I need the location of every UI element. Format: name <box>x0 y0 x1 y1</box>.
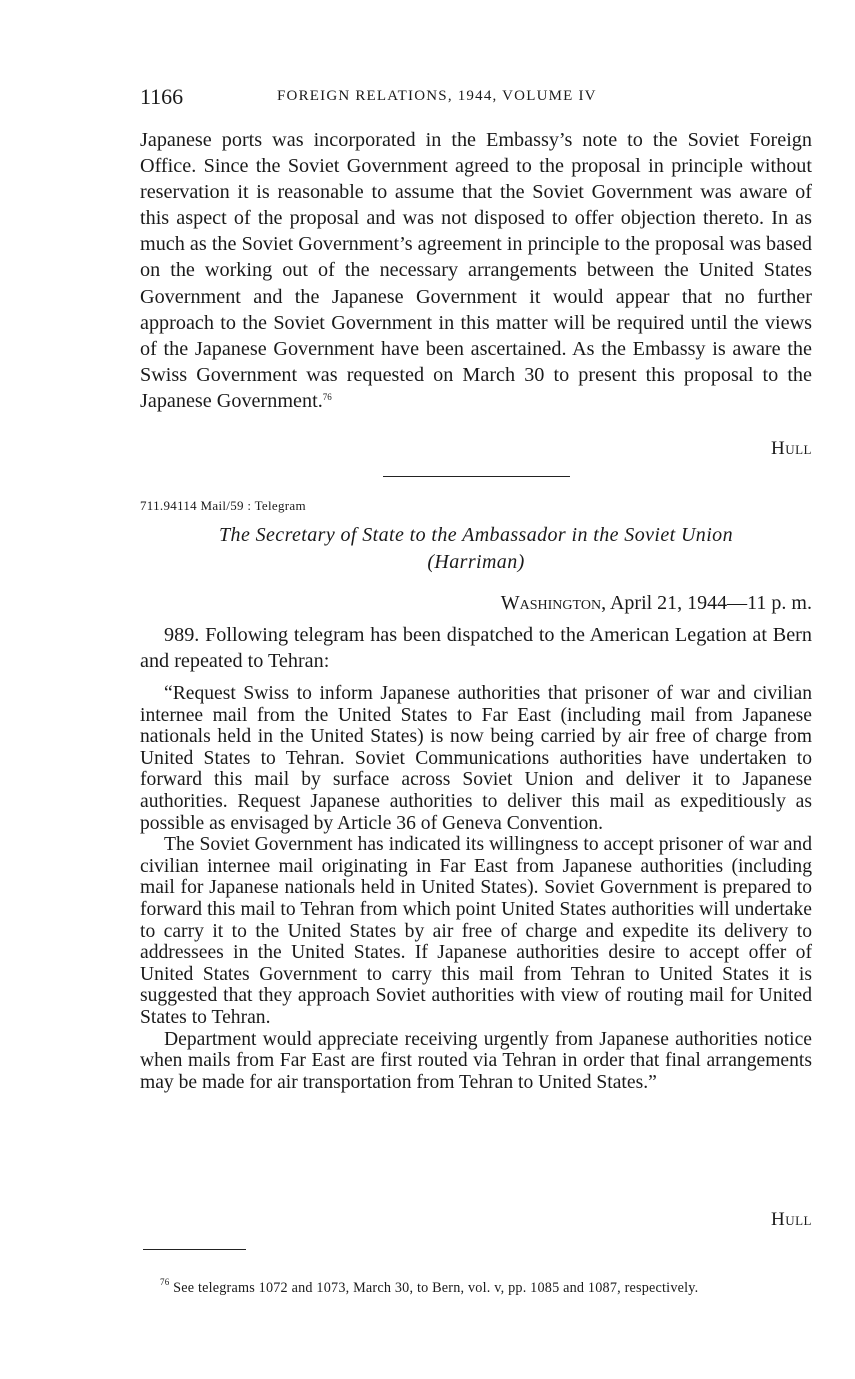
running-head <box>140 84 812 110</box>
quoted-telegram <box>140 683 812 1093</box>
signature-hull-2: Hull <box>771 1209 812 1230</box>
footnote-divider <box>143 1249 246 1250</box>
continuation-text: Japanese ports was incorporated in the Embassy’s note to the Soviet Foreign Office. Since the Soviet Government agreed to the proposal in principle without reservation it is reasonable to assume that the Soviet Government was aware of this aspect of the proposal and was not disposed to offer objection thereto. In as much as the Soviet Government’s agreement in principle to the proposal was based on the working out of the necessary arrangements between the United States Government and the Japanese Government it would appear that no further approach to the Soviet Government in this matter will be required until the views of the Japanese Government have been ascertained. As the Embassy is aware the Swiss Government was requested on March 30 to present this proposal to the Japanese Government. <box>140 129 812 412</box>
telegram-intro: 989. Following telegram has been dispatched to the American Legation at Bern and repeated to Tehran: <box>140 624 812 672</box>
quoted-paragraph-3: Department would appreciate receiving urgently from Japanese authorities notice when mails from Far East are first routed via Tehran in order that final arrangements may be made for air transportation from Tehran to United States.” <box>140 1028 812 1093</box>
running-title: FOREIGN RELATIONS, 1944, VOLUME IV <box>277 88 597 104</box>
continuation-paragraph <box>140 127 812 414</box>
page-number: 1166 <box>140 84 184 109</box>
footnote-text: See telegrams 1072 and 1073, March 30, to Bern, vol. v, pp. 1085 and 1087, respectively. <box>169 1280 699 1297</box>
quoted-paragraph-1: “Request Swiss to inform Japanese authorities that prisoner of war and civilian internee mail from the United States to Far East (including mail from Japanese nationals held in the United States) is now being carried by air free of charge from United States to Tehran. Soviet Communications authorities have undertaken to forward this mail by surface across Soviet Union and deliver it to Japanese authorities. Request Japanese authorities to deliver this mail as expeditiously as possible as envisaged by Article 36 of Geneva Convention. <box>140 683 812 834</box>
file-reference: 711.94114 Mail/59 : Telegram <box>140 498 306 513</box>
dateline-date: , April 21, 1944—11 p. m. <box>601 592 812 614</box>
quoted-paragraph-2: The Soviet Government has indicated its willingness to accept prisoner of war and civilian internee mail originating in Far East from Japanese authorities (including mail for Japanese nationals held in United States). Soviet Government is prepared to forward this mail to Tehran from which point United States authorities will undertake to carry it to the United States by air free of charge and expedite its delivery to addressees in the United States. If Japanese authorities desire to accept offer of United States Government to carry this mail from Tehran to United States it is suggested that they approach Soviet authorities with view of routing mail for United States to Tehran. <box>140 834 812 1028</box>
footnote <box>140 1279 812 1297</box>
document-heading <box>140 522 812 576</box>
heading-line-2: (Harriman) <box>427 551 525 573</box>
dateline <box>501 592 812 615</box>
section-divider <box>383 476 570 477</box>
signature-hull-1: Hull <box>771 438 812 459</box>
heading-line-1: The Secretary of State to the Ambassador in the Soviet Union <box>219 524 733 546</box>
footnote-reference: 76 <box>322 391 332 402</box>
footnote-marker: 76 <box>160 1277 170 1288</box>
dateline-place: Washington <box>500 592 602 614</box>
